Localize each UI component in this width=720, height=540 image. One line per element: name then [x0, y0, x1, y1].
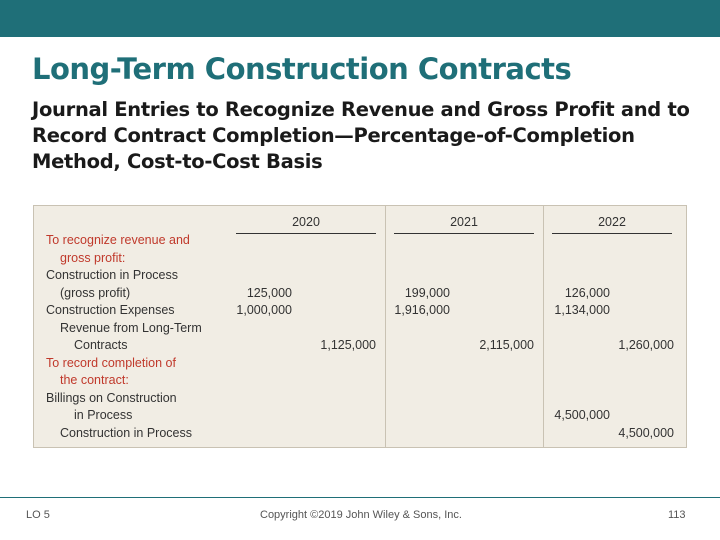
page-number: 113: [668, 509, 686, 521]
column-divider: [385, 206, 386, 447]
debit-amount: 4,500,000: [554, 408, 610, 422]
debit-amount: 1,000,000: [236, 303, 292, 317]
debit-amount: 125,000: [246, 285, 292, 300]
subtitle-line: Method, Cost-to-Cost Basis: [32, 150, 323, 173]
year-underline: [236, 233, 376, 234]
year-header-2020: 2020: [292, 215, 320, 229]
account-label: (gross profit): [60, 285, 131, 300]
copyright-notice: Copyright ©2019 John Wiley & Sons, Inc.: [260, 509, 462, 521]
debit-amount: 199,000: [404, 285, 450, 300]
account-label: in Process: [74, 408, 133, 422]
header-bar: [0, 0, 720, 37]
slide-subtitle: [32, 97, 702, 175]
subtitle-line: Journal Entries to Recognize Revenue and Gross Profit and to: [32, 98, 690, 121]
account-label: gross profit:: [60, 250, 126, 265]
account-label: Contracts: [74, 338, 128, 352]
slide-title: Long-Term Construction Contracts: [32, 52, 572, 86]
credit-amount: 2,115,000: [479, 338, 534, 352]
account-label: To record completion of: [46, 355, 176, 370]
journal-entries-table: [33, 205, 687, 448]
account-label: Billings on Construction: [46, 390, 177, 405]
account-label: Construction Expenses: [46, 303, 175, 317]
year-underline: [394, 233, 534, 234]
year-header-2022: 2022: [598, 215, 626, 229]
credit-amount: 4,500,000: [618, 425, 674, 440]
footer-divider: [0, 497, 720, 498]
debit-amount: 1,916,000: [394, 303, 450, 317]
year-header-2021: 2021: [450, 215, 478, 229]
account-label: To recognize revenue and: [46, 233, 190, 247]
credit-amount: 1,260,000: [618, 338, 674, 352]
debit-amount: 1,134,000: [554, 303, 610, 317]
account-label: Construction in Process: [46, 268, 179, 282]
subtitle-line: Record Contract Completion—Percentage-of-Completion: [32, 124, 635, 147]
account-label: Revenue from Long-Term: [60, 320, 202, 335]
credit-amount: 1,125,000: [320, 338, 376, 352]
debit-amount: 126,000: [564, 285, 610, 300]
account-label: the contract:: [60, 373, 129, 387]
year-underline: [552, 233, 672, 234]
account-label: Construction in Process: [60, 425, 193, 440]
learning-objective: LO 5: [26, 509, 50, 521]
